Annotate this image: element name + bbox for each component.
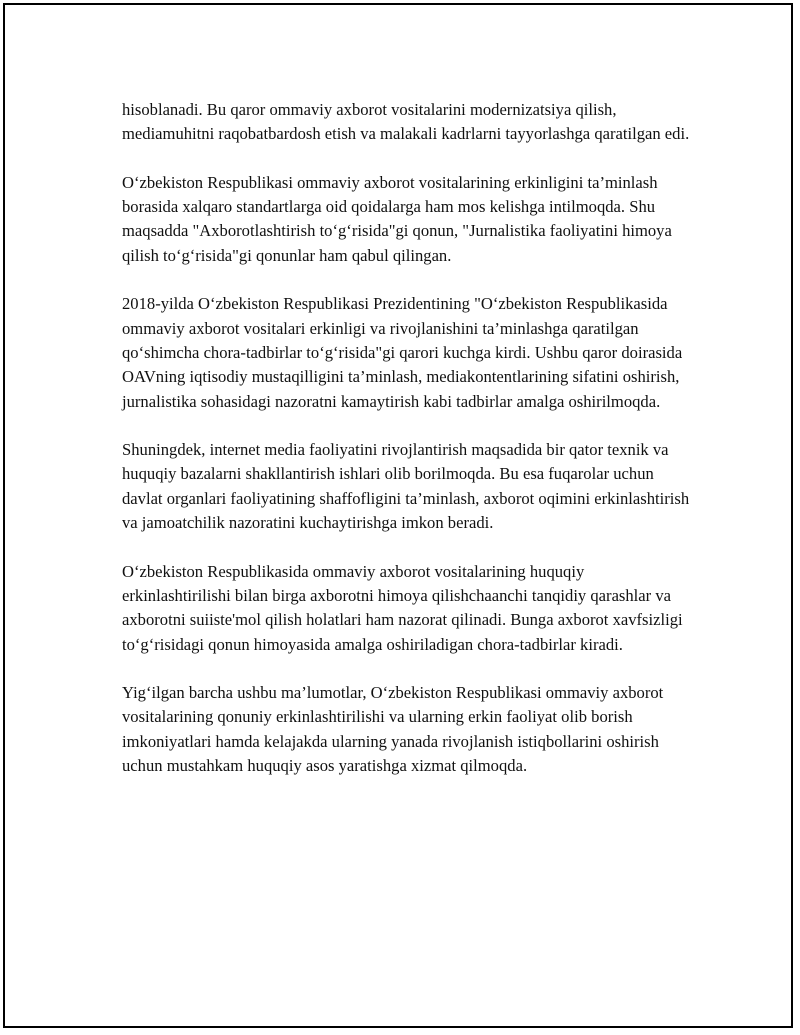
document-body [122, 98, 692, 778]
paragraph-5: O‘zbekiston Respublikasida ommaviy axborot vositalarining huquqiy erkinlashtirilishi bilan birga axborotni himoya qilishchaanchi tanqidiy qarashlar va axborotni suiiste'mol qilish holatlari ham nazorat qilinadi. Bunga axborot xavfsizligi to‘g‘risidagi qonun himoyasida amalga oshiriladigan chora-tadbirlar kiradi. [122, 561, 683, 654]
paragraph-1: hisoblanadi. Bu qaror ommaviy axborot vositalarini modernizatsiya qilish, mediamuhitni raqobatbardosh etish va malakali kadrlarni tayyorlashga qaratilgan edi. [122, 100, 690, 144]
paragraph-4: Shuningdek, internet media faoliyatini rivojlantirish maqsadida bir qator texnik va huquqiy bazalarni shakllantirish ishlari olib borilmoqda. Bu esa fuqarolar uchun davlat organlari faoliyatining shaffofligini ta’minlash, axborot oqimini erkinlashtirish va jamoatchilik nazoratini kuchaytirishga imkon beradi. [122, 440, 690, 533]
paragraph-6: Yig‘ilgan barcha ushbu ma’lumotlar, O‘zbekiston Respublikasi ommaviy axborot vositalarining qonuniy erkinlashtirilishi va ularning erkin faoliyat olib borish imkoniyatlari hamda kelajakda ularning yanada rivojlanish istiqbollarini oshirish uchun mustahkam huquqiy asos yaratishga xizmat qilmoqda. [122, 683, 664, 776]
paragraph-3: 2018-yilda O‘zbekiston Respublikasi Prezidentining "O‘zbekiston Respublikasida ommaviy axborot vositalari erkinligi va rivojlanishini ta’minlashga qaratilgan qo‘shimcha chora-tadbirlar to‘g‘risida"gi qarori kuchga kirdi. Ushbu qaror doirasida OAVning iqtisodiy mustaqilligini ta’minlash, mediakontentlarining sifatini oshirish, jurnalistika sohasidagi nazoratni kamaytirish kabi tadbirlar amalga oshirilmoqda. [122, 294, 683, 411]
page-frame [3, 3, 793, 1028]
paragraph-2: O‘zbekiston Respublikasi ommaviy axborot vositalarining erkinligini ta’minlash borasida xalqaro standartlarga oid qoidalarga ham mos kelishga intilmoqda. Shu maqsadda "Axborotlashtirish to‘g‘risida"gi qonun, "Jurnalistika faoliyatini himoya qilish to‘g‘risida"gi qonunlar ham qabul qilingan. [122, 172, 672, 265]
